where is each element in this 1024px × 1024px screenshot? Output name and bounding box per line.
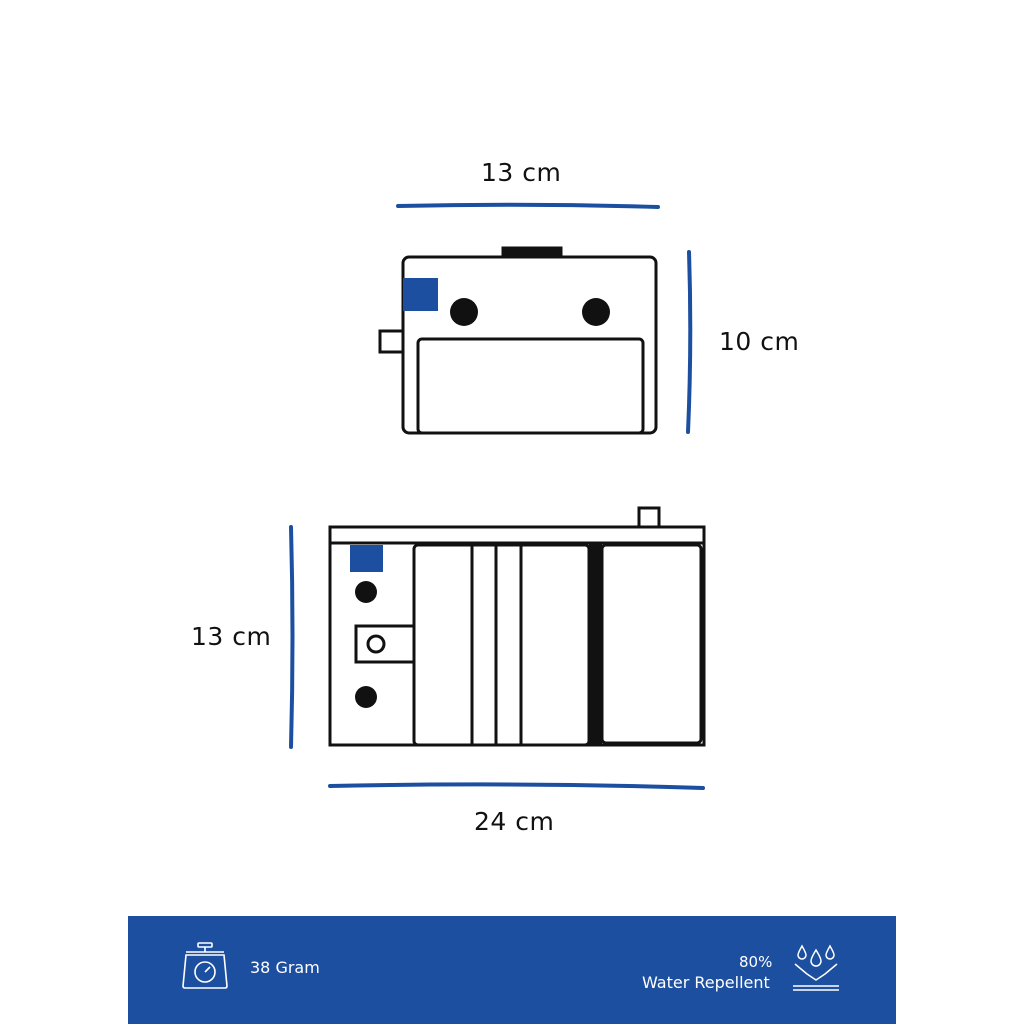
open-fold-line bbox=[589, 543, 602, 745]
water-label: Water Repellent bbox=[642, 973, 770, 992]
folded-snap-left bbox=[450, 298, 478, 326]
folded-height-line bbox=[688, 252, 690, 432]
folded-side-tab bbox=[380, 331, 403, 352]
water-percent: 80% bbox=[739, 953, 773, 971]
open-clasp-ring bbox=[368, 636, 384, 652]
water-repellent-icon bbox=[791, 944, 841, 992]
open-width-label: 24 cm bbox=[474, 807, 555, 836]
feature-bar bbox=[128, 916, 896, 1024]
folded-width-label: 13 cm bbox=[481, 158, 562, 187]
open-height-line bbox=[291, 527, 293, 747]
open-wallet bbox=[330, 508, 704, 745]
folded-accent-square bbox=[403, 278, 438, 311]
scale-icon bbox=[180, 942, 230, 990]
open-right-pocket bbox=[602, 545, 701, 743]
folded-height-label: 10 cm bbox=[719, 327, 800, 356]
folded-wallet bbox=[380, 248, 656, 433]
folded-inner-pocket bbox=[418, 339, 643, 433]
open-accent-square bbox=[350, 545, 383, 572]
open-top-tab bbox=[639, 508, 659, 528]
open-snap-top bbox=[355, 581, 377, 603]
open-card-slots bbox=[414, 545, 589, 745]
open-width-line bbox=[330, 784, 703, 788]
folded-snap-right bbox=[582, 298, 610, 326]
weight-text: 38 Gram bbox=[250, 958, 320, 977]
open-height-label: 13 cm bbox=[191, 622, 272, 651]
folded-width-line bbox=[398, 205, 658, 207]
open-snap-bottom bbox=[355, 686, 377, 708]
